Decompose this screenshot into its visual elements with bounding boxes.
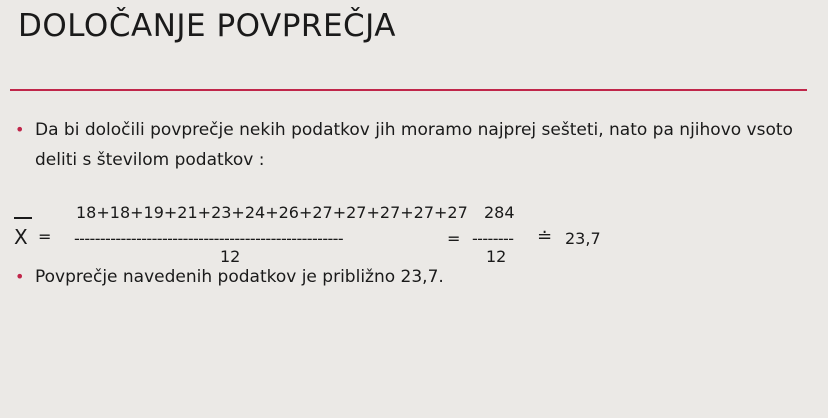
count-denominator: 12 (220, 247, 241, 266)
equals-sign-2: = (447, 229, 461, 248)
bullet-text: Povprečje navedenih podatkov je približno 23,7. (35, 267, 444, 287)
mean-bar-symbol (14, 217, 32, 219)
approx-equals-sign: ≐ (537, 226, 553, 247)
mean-result: 23,7 (565, 229, 601, 248)
title-divider (10, 89, 807, 91)
fraction-line-2: -------- (472, 229, 514, 248)
count-denominator-2: 12 (486, 247, 507, 266)
bullet-item-conclusion (15, 262, 805, 292)
fraction-line: ---------------------------------------------------- (74, 229, 344, 248)
bullet-text: Da bi določili povprečje nekih podatkov jih moramo najprej sešteti, nato pa njihovo vsoto deliti s številom podatkov : (35, 120, 793, 170)
page-title: DOLOČANJE POVPREČJA (18, 8, 396, 44)
bullet-item-definition (15, 115, 805, 175)
mean-symbol: X (14, 225, 28, 249)
bullet-icon: • (15, 120, 25, 139)
sum-numerator: 18+18+19+21+23+24+26+27+27+27+27+27 (76, 203, 468, 222)
equals-sign: = (38, 227, 52, 246)
total-numerator: 284 (484, 203, 515, 222)
bullet-icon: • (15, 267, 25, 286)
